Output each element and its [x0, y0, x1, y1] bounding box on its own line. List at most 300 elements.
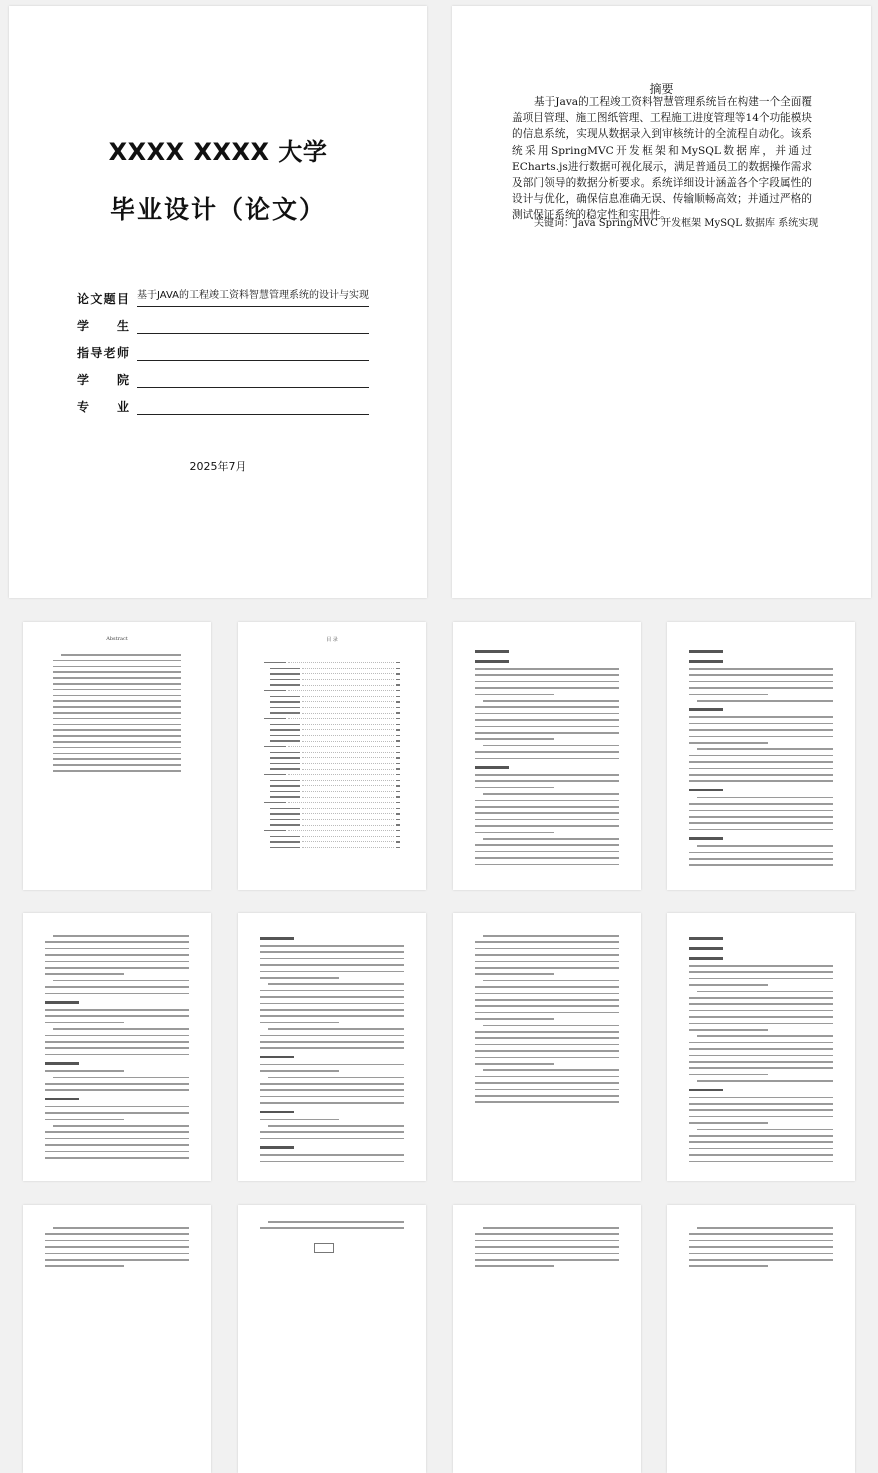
- thumbnail-heading-line: [475, 650, 509, 653]
- thumbnail-text-line: [689, 1233, 833, 1235]
- thumbnail-text-line: [53, 741, 181, 743]
- thumbnail-text-line: [61, 654, 181, 656]
- thumbnail-text-line: [53, 735, 181, 737]
- cover-label: 指导老师: [77, 346, 129, 360]
- thumbnail-text-line: [45, 1131, 189, 1133]
- thumbnail-text-line: [53, 770, 181, 772]
- thumbnail-text-line: [689, 1023, 833, 1025]
- thumbnail-text-line: [45, 1054, 189, 1056]
- thumbnail-text-line: [689, 822, 833, 824]
- thumbnail-text-line: [689, 1259, 833, 1261]
- thumbnail-text-line: [260, 1003, 404, 1005]
- thumbnail-text-line: [689, 694, 768, 696]
- thumbnail-heading-line: [689, 708, 723, 711]
- thumbnail-text-line: [689, 716, 833, 718]
- thumbnail-heading-line: [689, 660, 723, 663]
- toc-entry: [264, 746, 400, 747]
- cover-date: 2025年7月: [189, 460, 247, 473]
- page-thumbnail-chapter1[interactable]: [453, 622, 641, 890]
- thumbnail-text-line: [45, 1112, 189, 1114]
- abstract-page: [452, 6, 871, 598]
- thumbnail-text-line: [483, 935, 619, 937]
- thumbnail-text-line: [475, 681, 619, 683]
- thumbnail-text-line: [45, 1265, 124, 1267]
- thumbnail-text-line: [475, 967, 619, 969]
- thumbnail-text-line: [260, 1009, 404, 1011]
- thumbnail-text-line: [689, 803, 833, 805]
- thumbnail-text-line: [53, 700, 181, 702]
- thumbnail-text-line: [53, 758, 181, 760]
- thumbnail-text-line: [475, 800, 619, 802]
- thumbnail-text-line: [483, 1069, 619, 1071]
- thumbnail-text-line: [689, 723, 833, 725]
- thumbnail-text-line: [483, 980, 619, 982]
- thumbnail-text-line: [475, 825, 619, 827]
- thumbnail-text-line: [475, 694, 554, 696]
- thumbnail-text-line: [475, 819, 619, 821]
- thumbnail-text-line: [53, 724, 181, 726]
- thumbnail-heading-line: [689, 789, 723, 792]
- thumbnail-text-line: [45, 1070, 124, 1072]
- thumbnail-text-line: [475, 1095, 619, 1097]
- cover-label: 学生: [77, 319, 129, 333]
- thumbnail-text-line: [475, 1005, 619, 1007]
- thumbnail-text-line: [260, 996, 404, 998]
- thumbnail-text-line: [45, 961, 189, 963]
- thumbnail-text-line: [475, 1037, 619, 1039]
- thumbnail-text-line: [475, 1253, 619, 1255]
- thumbnail-text-line: [689, 1141, 833, 1143]
- thumbnail-text-line: [689, 1016, 833, 1018]
- thumbnail-text-line: [689, 852, 833, 854]
- thumbnail-text-line: [483, 700, 619, 702]
- thumbnail-text-line: [483, 838, 619, 840]
- thumbnail-text-line: [475, 780, 619, 782]
- abstract-body: 基于Java的工程竣工资料智慧管理系统旨在构建一个全面覆盖项目管理、施工图纸管理、工程施工进度管理等14个功能模块的信息系统，实现从数据录入到审核统计的全流程自动化。该系统采用SpringMVC开发框架和MySQL数据库，并通过ECharts.js进行数据可视化展示，满足普通员工的数据操作需求及部门领导的数据分析要求。系统详细设计涵盖各个字段属性的设计与优化，确保信息准确无误、传输顺畅高效；并通过严格的测试保证系统的稳定性和实用性。: [512, 96, 812, 222]
- thumbnail-text-line: [689, 997, 833, 999]
- thumbnail-text-line: [53, 671, 181, 673]
- toc-entry: [264, 718, 400, 719]
- thumbnail-text-line: [268, 1077, 404, 1079]
- thumbnail-text-line: [260, 1096, 404, 1098]
- thumbnail-text-line: [260, 951, 404, 953]
- thumbnail-text-line: [689, 687, 833, 689]
- thumbnail-heading-line: [475, 660, 509, 663]
- thumbnail-text-line: [45, 993, 189, 995]
- thumbnail-text-line: [689, 1042, 833, 1044]
- thumbnail-text-line: [475, 706, 619, 708]
- thumbnail-text-line: [260, 964, 404, 966]
- page-thumbnail-5[interactable]: [23, 913, 211, 1181]
- thumbnail-text-line: [689, 1048, 833, 1050]
- thumbnail-text-line: [268, 1125, 404, 1127]
- thumbnail-text-line: [475, 954, 619, 956]
- thumbnail-text-line: [475, 668, 619, 670]
- thumbnail-text-line: [45, 1253, 189, 1255]
- thumbnail-text-line: [475, 812, 619, 814]
- thumbnail-text-line: [475, 864, 619, 866]
- thumbnail-text-line: [475, 1246, 619, 1248]
- thumbnail-text-line: [53, 980, 189, 982]
- thumbnail-text-line: [689, 1029, 768, 1031]
- thumbnail-text-line: [475, 674, 619, 676]
- abstract-keywords: 关键词：Java SpringMVC 开发框架 MySQL 数据库 系统实现: [534, 218, 819, 229]
- thumbnail-heading-line: [260, 1056, 294, 1059]
- thumbnail-text-line: [53, 1227, 189, 1229]
- toc-entry: [270, 796, 400, 797]
- thumbnail-text-line: [475, 993, 619, 995]
- thumbnail-heading-line: [475, 766, 509, 769]
- thumbnail-text-line: [689, 1154, 833, 1156]
- thumbnail-text-line: [483, 793, 619, 795]
- thumbnail-heading-line: [260, 1146, 294, 1149]
- thumbnail-text-line: [53, 718, 181, 720]
- thumbnail-heading-line: [689, 947, 723, 950]
- thumbnail-text-line: [689, 1010, 833, 1012]
- thumbnail-text-line: [689, 978, 833, 980]
- thumbnail-text-line: [260, 977, 339, 979]
- cover-row-advisor: [77, 334, 369, 361]
- thumbnail-text-line: [45, 1240, 189, 1242]
- thumbnail-text-line: [475, 806, 619, 808]
- thumbnail-text-line: [475, 719, 619, 721]
- thumbnail-text-line: [475, 1076, 619, 1078]
- thumbnail-text-line: [475, 1082, 619, 1084]
- thumbnail-text-line: [260, 1131, 404, 1133]
- thumbnail-text-line: [53, 1125, 189, 1127]
- thumbnail-text-line: [260, 1015, 404, 1017]
- thumbnail-heading-line: [260, 1111, 294, 1114]
- thumbnail-text-line: [45, 941, 189, 943]
- toc-entry: [270, 696, 400, 697]
- toc-entry: [270, 836, 400, 837]
- thumbnail-heading-line: [689, 837, 723, 840]
- thumbnail-text-line: [689, 729, 833, 731]
- thumbnail-text-line: [697, 845, 833, 847]
- thumbnail-text-line: [260, 1041, 404, 1043]
- thumbnail-text-line: [475, 738, 554, 740]
- thumbnail-text-line: [260, 1083, 404, 1085]
- thumbnail-text-line: [697, 1080, 833, 1082]
- toc-entry: [270, 819, 400, 820]
- thumbnail-text-line: [475, 751, 619, 753]
- thumbnail-text-line: [45, 1246, 189, 1248]
- thumbnail-text-line: [268, 1221, 404, 1223]
- thumbnail-text-line: [53, 935, 189, 937]
- thumbnail-heading-line: [45, 1098, 79, 1101]
- thumbnail-text-line: [483, 745, 619, 747]
- cover-row-major: [77, 388, 369, 415]
- thumbnail-text-line: [475, 1265, 554, 1267]
- thumbnail-text-line: [53, 729, 181, 731]
- page-thumbnail-9[interactable]: [23, 1205, 211, 1473]
- cover-label: 学院: [77, 373, 129, 387]
- thumbnail-text-line: [689, 1097, 833, 1099]
- thumbnail-text-line: [475, 732, 619, 734]
- thumbnail-text-line: [689, 965, 833, 967]
- thumbnail-text-line: [689, 755, 833, 757]
- toc-entry: [270, 701, 400, 702]
- thumbnail-heading-line: [689, 650, 723, 653]
- thumbnail-text-line: [689, 971, 833, 973]
- toc-entry: [270, 752, 400, 753]
- toc-entry: [270, 768, 400, 769]
- thumbnail-text-line: [260, 1154, 404, 1156]
- toc-entry: [264, 690, 400, 691]
- thumbnail-text-line: [697, 748, 833, 750]
- thumbnail-text-line: [260, 1035, 404, 1037]
- thumbnail-text-line: [689, 829, 833, 831]
- thumbnail-text-line: [689, 1067, 833, 1069]
- thumbnail-text-line: [260, 971, 404, 973]
- thumbnail-text-line: [689, 810, 833, 812]
- thumbnail-text-line: [53, 689, 181, 691]
- thumbnail-text-line: [697, 797, 833, 799]
- toc-entry: [270, 679, 400, 680]
- thumbnail-text-line: [689, 668, 833, 670]
- thumbnail-text-line: [45, 948, 189, 950]
- thumbnail-text-line: [260, 1070, 339, 1072]
- thumbnail-text-line: [260, 958, 404, 960]
- thumbnail-text-line: [260, 1089, 404, 1091]
- thumbnail-text-line: [475, 1240, 619, 1242]
- thumbnail-text-line: [45, 1119, 124, 1121]
- thumbnail-text-line: [697, 1035, 833, 1037]
- thumbnail-text-line: [475, 941, 619, 943]
- cover-info-table: [77, 280, 369, 415]
- thumbnail-text-line: [45, 1083, 189, 1085]
- thumbnail-text-line: [53, 695, 181, 697]
- page-thumbnail-11[interactable]: [453, 1205, 641, 1473]
- cover-row-title: [77, 280, 369, 307]
- thumbnail-text-line: [45, 1151, 189, 1153]
- thumbnail-text-line: [475, 851, 619, 853]
- thumbnail-text-line: [45, 1089, 189, 1091]
- thumbnail-text-line: [45, 1009, 189, 1011]
- thumbnail-text-line: [475, 844, 619, 846]
- thumbnail-text-line: [260, 1102, 404, 1104]
- toc-entry: [264, 830, 400, 831]
- thumbnail-text-line: [483, 1025, 619, 1027]
- thumbnail-text-line: [689, 1240, 833, 1242]
- page-thumbnail-7[interactable]: [453, 913, 641, 1181]
- thumbnail-text-line: [689, 774, 833, 776]
- thumbnail-text-line: [53, 706, 181, 708]
- toc-entry: [270, 724, 400, 725]
- thumbnail-text-line: [689, 1074, 768, 1076]
- thumbnail-text-line: [260, 945, 404, 947]
- thumbnail-text-line: [260, 1022, 339, 1024]
- thesis-heading: 毕业设计（论文）: [109, 195, 326, 224]
- thumbnail-text-line: [689, 780, 833, 782]
- cover-row-college: [77, 361, 369, 388]
- thumbnail-text-line: [689, 1148, 833, 1150]
- thumbnail-text-line: [475, 1018, 554, 1020]
- thumbnail-text-line: [53, 764, 181, 766]
- thumbnail-text-line: [260, 1119, 339, 1121]
- thumbnail-text-line: [475, 961, 619, 963]
- thumbnail-text-line: [475, 1089, 619, 1091]
- toc-entry: [270, 813, 400, 814]
- thumbnail-text-line: [689, 1003, 833, 1005]
- thumbnail-text-line: [53, 1077, 189, 1079]
- thumbnail-text-line: [475, 1057, 619, 1059]
- thumbnail-text-line: [45, 1138, 189, 1140]
- thumbnail-text-line: [475, 758, 619, 760]
- page-thumbnail-chapter2[interactable]: [667, 622, 855, 890]
- thumbnail-text-line: [483, 1227, 619, 1229]
- toc-entry: [270, 735, 400, 736]
- thumbnail-text-line: [45, 1047, 189, 1049]
- thumbnail-text-line: [689, 1103, 833, 1105]
- thumbnail-text-line: [689, 864, 833, 866]
- thumbnail-text-line: [45, 986, 189, 988]
- toc-entry: [270, 673, 400, 674]
- toc-entry: [270, 707, 400, 708]
- thumbnail-text-line: [689, 1061, 833, 1063]
- toc-entry: [270, 729, 400, 730]
- thumbnail-text-line: [475, 1063, 554, 1065]
- thumbnail-text-line: [475, 687, 619, 689]
- thumbnail-text-line: [475, 832, 554, 834]
- page-thumbnail-toc[interactable]: [238, 622, 426, 890]
- page-thumbnail-8[interactable]: [667, 913, 855, 1181]
- thumbnail-text-line: [53, 712, 181, 714]
- page-thumbnail-12[interactable]: [667, 1205, 855, 1473]
- thumbnail-text-line: [45, 1015, 189, 1017]
- cover-value: [137, 396, 369, 415]
- thumbnail-text-line: [475, 726, 619, 728]
- thumbnail-text-line: [260, 1161, 404, 1163]
- thumbnail-text-line: [689, 761, 833, 763]
- thumbnail-text-line: [697, 700, 833, 702]
- thumbnail-heading-line: [45, 1001, 79, 1004]
- thumbnail-text-line: [53, 683, 181, 685]
- thumbnail-text-line: [268, 983, 404, 985]
- thumbnail-text-line: [689, 1122, 768, 1124]
- thumbnail-text-line: [45, 1041, 189, 1043]
- toc-entry: [270, 757, 400, 758]
- thumbnail-text-line: [475, 1233, 619, 1235]
- page-thumbnail-10[interactable]: [238, 1205, 426, 1473]
- flowchart-box: [314, 1243, 334, 1253]
- thumbnail-text-line: [689, 742, 768, 744]
- thumbnail-text-line: [268, 1028, 404, 1030]
- thumbnail-text-line: [475, 948, 619, 950]
- thumbnail-text-line: [475, 973, 554, 975]
- thumbnail-text-line: [689, 984, 768, 986]
- thumbnail-text-line: [475, 1101, 619, 1103]
- page-thumbnail-6[interactable]: [238, 913, 426, 1181]
- cover-page: [9, 6, 427, 598]
- thumbnail-text-line: [689, 1253, 833, 1255]
- thumbnail-text-line: [475, 774, 619, 776]
- thumbnail-text-line: [689, 816, 833, 818]
- toc-entry: [270, 668, 400, 669]
- thumbnail-text-line: [260, 1047, 404, 1049]
- thumbnail-text-line: [260, 1227, 404, 1229]
- cover-value: [137, 342, 369, 361]
- thumbnail-text-line: [45, 1233, 189, 1235]
- thumbnail-text-line: [260, 990, 404, 992]
- thumbnail-text-line: [689, 1265, 768, 1267]
- thumbnail-text-line: [689, 674, 833, 676]
- toc-entry: [264, 802, 400, 803]
- thumbnail-text-line: [475, 787, 554, 789]
- thumbnail-text-line: [475, 857, 619, 859]
- thumbnail-text-line: [45, 1157, 189, 1159]
- thumbnail-text-line: [53, 747, 181, 749]
- toc-entry: [270, 740, 400, 741]
- thumbnail-title: 目 录: [326, 637, 338, 643]
- thumbnail-text-line: [475, 713, 619, 715]
- page-thumbnail-abstract-en[interactable]: [23, 622, 211, 890]
- toc-entry: [270, 808, 400, 809]
- thumbnail-text-line: [697, 1227, 833, 1229]
- thumbnail-text-line: [689, 1135, 833, 1137]
- toc-entry: [270, 785, 400, 786]
- thumbnail-text-line: [475, 1031, 619, 1033]
- thumbnail-text-line: [475, 1012, 619, 1014]
- cover-value: [137, 315, 369, 334]
- thumbnail-text-line: [45, 954, 189, 956]
- thumbnail-text-line: [697, 991, 833, 993]
- thumbnail-text-line: [689, 768, 833, 770]
- thumbnail-heading-line: [45, 1062, 79, 1065]
- thumbnail-text-line: [45, 973, 124, 975]
- thumbnail-text-line: [689, 736, 833, 738]
- thumbnail-text-line: [689, 1246, 833, 1248]
- toc-entry: [270, 684, 400, 685]
- toc-entry: [270, 763, 400, 764]
- toc-entry: [270, 824, 400, 825]
- thumbnail-text-line: [260, 1064, 404, 1066]
- thumbnail-text-line: [53, 1028, 189, 1030]
- thumbnail-text-line: [475, 1044, 619, 1046]
- thumbnail-text-line: [689, 681, 833, 683]
- thumbnail-text-line: [45, 1106, 189, 1108]
- thumbnail-text-line: [45, 1022, 124, 1024]
- thumbnail-text-line: [53, 666, 181, 668]
- thumbnail-text-line: [689, 1161, 833, 1163]
- thumbnail-text-line: [45, 967, 189, 969]
- abstract-title: 摘要: [649, 82, 674, 96]
- toc-entry: [270, 780, 400, 781]
- thumbnail-text-line: [45, 1144, 189, 1146]
- thumbnail-text-line: [53, 753, 181, 755]
- thumbnail-text-line: [689, 858, 833, 860]
- toc-entry: [264, 662, 400, 663]
- toc-entry: [264, 774, 400, 775]
- thumbnail-text-line: [45, 1035, 189, 1037]
- cover-label: 论文题目: [77, 292, 129, 306]
- thumbnail-text-line: [689, 1055, 833, 1057]
- thumbnail-text-line: [475, 1050, 619, 1052]
- cover-row-student: [77, 307, 369, 334]
- thumbnail-text-line: [475, 986, 619, 988]
- cover-label: 专业: [77, 400, 129, 414]
- toc-entry: [270, 712, 400, 713]
- thumbnail-heading-line: [689, 1089, 723, 1092]
- thumbnail-text-line: [260, 1138, 404, 1140]
- cover-value: 基于JAVA的工程竣工资料智慧管理系统的设计与实现: [137, 288, 369, 307]
- thumbnail-text-line: [45, 1259, 189, 1261]
- cover-value: [137, 369, 369, 388]
- thumbnail-text-line: [53, 660, 181, 662]
- thumbnail-heading-line: [260, 937, 294, 940]
- toc-entry: [270, 791, 400, 792]
- university-name: XXXX XXXX 大学: [108, 138, 328, 166]
